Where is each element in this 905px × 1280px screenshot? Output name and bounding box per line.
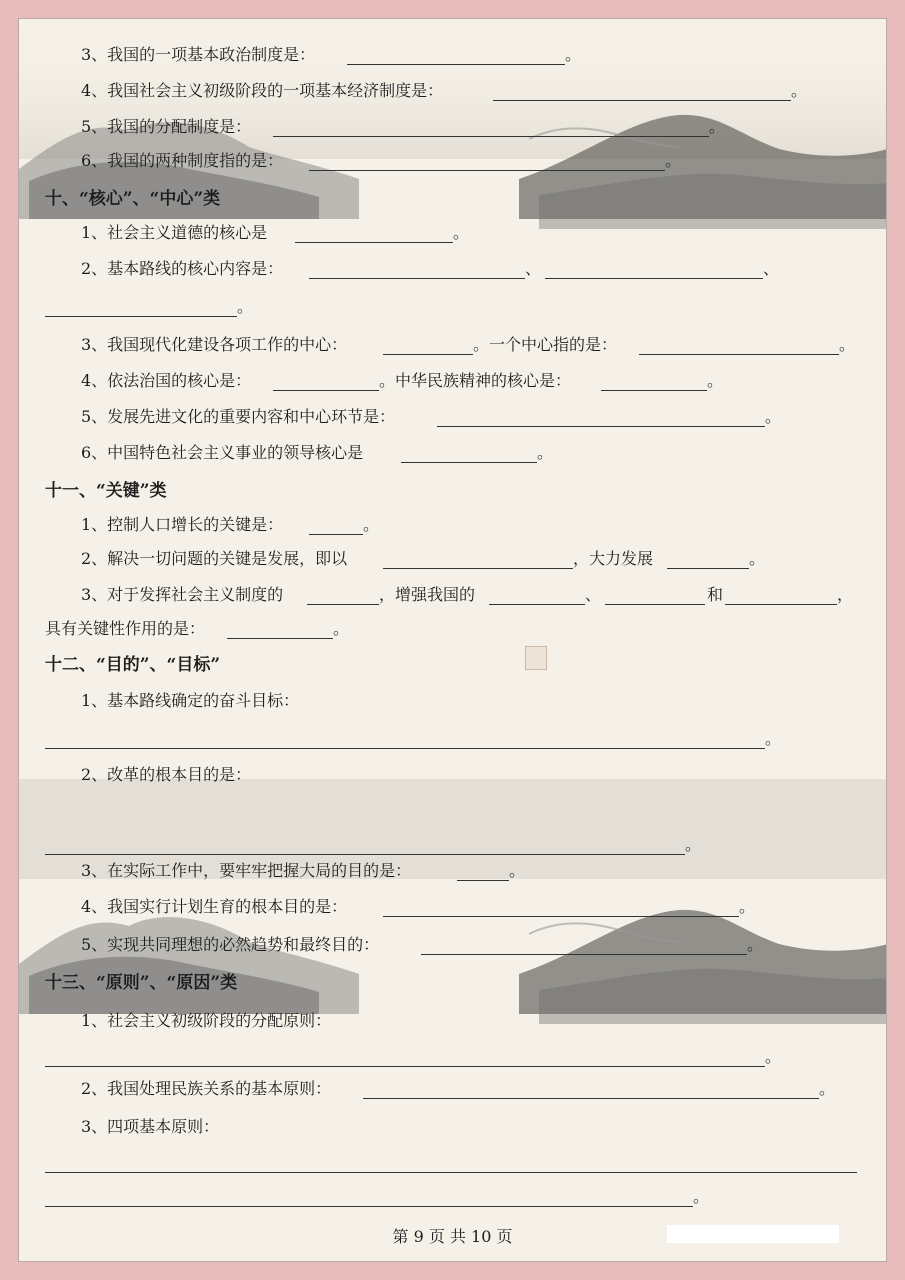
line-end-punctuation: 。	[565, 45, 582, 64]
question-text: 具有关键性作用的是：	[45, 619, 206, 638]
question-text: 4、我国实行计划生育的根本目的是：	[81, 897, 348, 916]
answer-blank[interactable]	[45, 1206, 693, 1207]
answer-blank[interactable]	[273, 136, 709, 137]
question-text: 1、社会主义道德的核心是	[81, 223, 268, 242]
question-text: ，增强我国的	[379, 585, 476, 604]
answer-blank[interactable]	[601, 390, 707, 391]
line-end-punctuation: 。	[791, 81, 808, 100]
question-text: 3、四项基本原则：	[81, 1117, 220, 1136]
section-title-text: 十三、“原则”、“原因”类	[45, 973, 238, 993]
question-text: 和	[707, 585, 724, 604]
question-text: 6、我国的两种制度指的是：	[81, 151, 284, 170]
question-text: 3、我国的一项基本政治制度是：	[81, 45, 316, 64]
question-text: 3、在实际工作中，要牢牢把握大局的目的是：	[81, 861, 412, 880]
question-text: 1、控制人口增长的关键是：	[81, 515, 284, 534]
line-end-punctuation: 。	[819, 1079, 836, 1098]
line-end-punctuation: 。	[747, 935, 764, 954]
line-end-punctuation: 。	[765, 729, 782, 748]
answer-blank[interactable]	[383, 568, 573, 569]
answer-blank[interactable]	[45, 1172, 857, 1173]
question-text: 3、对于发挥社会主义制度的	[81, 585, 284, 604]
answer-blank[interactable]	[667, 568, 749, 569]
page-footer: 第 9 页 共 10 页	[392, 1227, 513, 1246]
line-end-punctuation: 。	[739, 897, 756, 916]
answer-blank[interactable]	[725, 604, 837, 605]
question-text: 4、依法治国的核心是：	[81, 371, 252, 390]
answer-blank[interactable]	[605, 604, 705, 605]
answer-blank[interactable]	[363, 1098, 819, 1099]
answer-blank[interactable]	[383, 354, 473, 355]
answer-blank[interactable]	[309, 278, 525, 279]
line-end-punctuation: 。	[333, 619, 350, 638]
answer-blank[interactable]	[227, 638, 333, 639]
question-text: 、	[585, 585, 602, 604]
question-text: ，大力发展	[573, 549, 654, 568]
question-text: ，	[837, 585, 854, 604]
line-end-punctuation: 。	[693, 1187, 710, 1206]
question-text: 5、实现共同理想的必然趋势和最终目的：	[81, 935, 380, 954]
worksheet-content	[19, 19, 887, 1262]
question-text: 2、我国处理民族关系的基本原则：	[81, 1079, 332, 1098]
question-text: 、	[525, 259, 542, 278]
seal-mark	[525, 646, 547, 670]
question-text: 1、社会主义初级阶段的分配原则：	[81, 1011, 332, 1030]
answer-blank[interactable]	[273, 390, 379, 391]
answer-blank[interactable]	[401, 462, 537, 463]
section-title-text: 十一、“关键”类	[45, 481, 167, 501]
answer-blank[interactable]	[45, 1066, 765, 1067]
answer-blank[interactable]	[457, 880, 509, 881]
answer-blank[interactable]	[45, 854, 685, 855]
answer-blank[interactable]	[639, 354, 839, 355]
line-end-punctuation: 。	[363, 515, 380, 534]
answer-blank[interactable]	[307, 604, 379, 605]
question-text: 2、基本路线的核心内容是：	[81, 259, 284, 278]
line-end-punctuation: 。	[537, 443, 554, 462]
line-end-punctuation: 。	[237, 297, 254, 316]
answer-blank[interactable]	[493, 100, 791, 101]
answer-blank[interactable]	[545, 278, 763, 279]
answer-blank[interactable]	[295, 242, 453, 243]
section-title-text: 十二、“目的”、“目标”	[45, 655, 221, 675]
answer-blank[interactable]	[309, 534, 363, 535]
question-text: 2、解决一切问题的关键是发展，即以	[81, 549, 348, 568]
line-end-punctuation: 。	[707, 371, 724, 390]
line-end-punctuation: 。	[765, 1047, 782, 1066]
answer-blank[interactable]	[421, 954, 747, 955]
question-text: 5、我国的分配制度是：	[81, 117, 252, 136]
answer-blank[interactable]	[45, 748, 765, 749]
line-end-punctuation: 。	[709, 117, 726, 136]
line-end-punctuation: 。	[685, 835, 702, 854]
question-text: 3、我国现代化建设各项工作的中心：	[81, 335, 348, 354]
question-text: 2、改革的根本目的是：	[81, 765, 252, 784]
answer-blank[interactable]	[489, 604, 585, 605]
answer-blank[interactable]	[347, 64, 565, 65]
question-text: 。中华民族精神的核心是：	[379, 371, 572, 390]
section-title-text: 十、“核心”、“中心”类	[45, 189, 221, 209]
answer-blank[interactable]	[45, 316, 237, 317]
question-text: 1、基本路线确定的奋斗目标：	[81, 691, 300, 710]
line-end-punctuation: 。	[665, 151, 682, 170]
question-text: 。一个中心指的是：	[473, 335, 618, 354]
line-end-punctuation: 。	[509, 861, 526, 880]
question-text: 6、中国特色社会主义事业的领导核心是	[81, 443, 364, 462]
question-text: 5、发展先进文化的重要内容和中心环节是：	[81, 407, 396, 426]
answer-blank[interactable]	[437, 426, 765, 427]
answer-blank[interactable]	[309, 170, 665, 171]
line-end-punctuation: 。	[453, 223, 470, 242]
question-text: 4、我国社会主义初级阶段的一项基本经济制度是：	[81, 81, 444, 100]
line-end-punctuation: 。	[749, 549, 766, 568]
question-text: 、	[763, 259, 780, 278]
line-end-punctuation: 。	[765, 407, 782, 426]
answer-blank[interactable]	[383, 916, 739, 917]
line-end-punctuation: 。	[839, 335, 856, 354]
worksheet-page	[18, 18, 887, 1262]
